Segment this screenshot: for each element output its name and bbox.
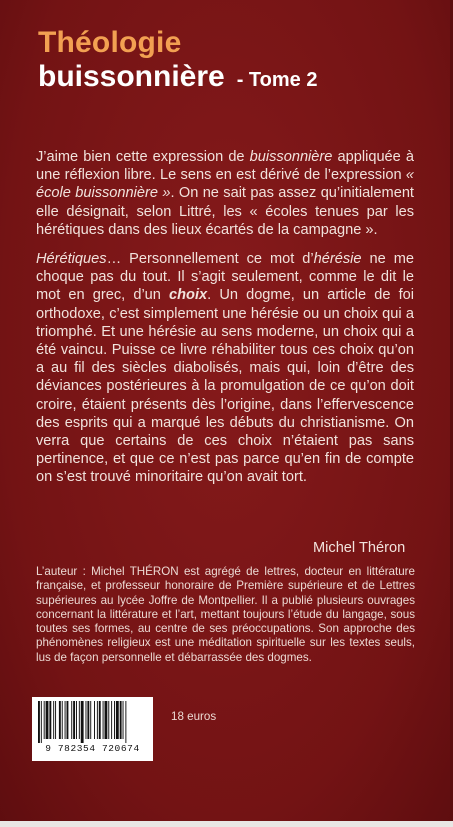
- title-line-2: buissonnière: [38, 60, 225, 93]
- barcode-bar: [79, 701, 80, 739]
- author-bio: L’auteur : Michel THÉRON est agrégé de lettres, docteur en littérature française, et professeur honoraire de Première supérieure et de Lettres supérieures au lycée Joffre de Montpellier. Il a publié plusieurs ouvrages concernant la littérature et l’art, mettant toujours l’étude du langage, sous toutes ses formes, au centre de ses préoccupations. Son approche des phénomènes religieux est une méditation spirituelle sur les textes seuls, lus de façon personnelle et débarrassée des dogmes.: [36, 565, 415, 664]
- barcode-bar: [53, 701, 54, 739]
- barcode-bar: [41, 701, 42, 743]
- barcode-bar: [67, 701, 69, 739]
- barcode-bar: [65, 701, 66, 739]
- emphasis-heresie: hérésie: [313, 251, 362, 267]
- barcode-bar: [76, 701, 77, 739]
- blurb-paragraph-1: [36, 148, 414, 239]
- barcode-bar: [62, 701, 63, 739]
- text-run: . On ne sait pas assez qu’initialement elle désignait, selon Littré, les « écoles tenues par les hérétiques dans des lieux écartés de la campagne ».: [36, 185, 414, 238]
- barcode-bar: [94, 701, 95, 739]
- barcode-bar: [90, 701, 91, 739]
- barcode-bar: [125, 701, 126, 743]
- barcode-bar: [116, 701, 119, 739]
- barcode-bar: [87, 701, 89, 739]
- barcode-bar: [99, 701, 101, 739]
- barcode-bar: [120, 701, 122, 739]
- barcode-bar: [38, 701, 40, 743]
- barcode-bars: [38, 701, 147, 743]
- text-run: . Un dogme, un article de foi orthodoxe, c’est simplement une hérésie ou un choix qui a triomphé. Et une hérésie au sens moderne, un choix qui a été vaincu. Puisse ce livre réhabiliter tous ces choix qu’on a au fil des siècles diabolisés, mais qui, loin d’être des déviances postérieures à la promulgation de ce qu’on doit croire, étaient présents dès l’origine, dans l’effervescence des esprits qui a marqué les débuts du christianisme. On verra que certains de ces choix n’étaient pas sans pertinence, et que ce n’est pas parce qu’en fin de compte on s’est trouvé minoritaire qu’on avait tort.: [36, 287, 414, 486]
- emphasis-ecole-buissonniere: « école buissonnière »: [36, 167, 414, 202]
- emphasis-heretiques: Hérétiques: [36, 251, 107, 267]
- barcode-bar: [103, 701, 104, 739]
- text-run: appliquée à une réflexion libre. Le sens en est dérivé de l’expression: [36, 149, 414, 184]
- text-run: ne me choque pas du tout. Il s’agit seulement, comme le dit le mot en grec, d’un: [36, 251, 414, 304]
- emphasis-buissonniere: buissonnière: [249, 149, 333, 165]
- title-line-1: Théologie: [38, 26, 182, 59]
- text-run: … Personnellement ce mot d’: [106, 251, 314, 267]
- barcode-bar: [114, 701, 115, 739]
- barcode-bar: [97, 701, 98, 739]
- text-run: J’aime bien cette expression de: [36, 149, 250, 165]
- bottom-edge: [0, 821, 453, 827]
- emphasis-choix: choix: [169, 287, 208, 304]
- barcode-bar: [59, 701, 61, 739]
- author-signature: Michel Théron: [313, 540, 406, 556]
- barcode-bar: [44, 701, 45, 739]
- barcode-bar: [86, 701, 87, 739]
- blurb-paragraph-2: [36, 250, 414, 487]
- tome-label: - Tome 2: [236, 69, 318, 91]
- barcode-bar: [71, 701, 72, 739]
- price-label: 18 euros: [171, 710, 217, 723]
- title-block: [38, 26, 438, 94]
- barcode-bar: [123, 701, 124, 739]
- barcode-bar: [55, 701, 56, 739]
- barcode-bar: [73, 701, 75, 739]
- barcode-bar: [49, 701, 51, 739]
- barcode: [32, 697, 153, 761]
- barcode-bar: [105, 701, 108, 739]
- barcode-bar: [81, 701, 84, 743]
- barcode-bar: [46, 701, 49, 739]
- barcode-bar: [111, 701, 112, 739]
- barcode-number: 9 782354 720674: [45, 743, 140, 754]
- barcode-bar: [108, 701, 109, 739]
